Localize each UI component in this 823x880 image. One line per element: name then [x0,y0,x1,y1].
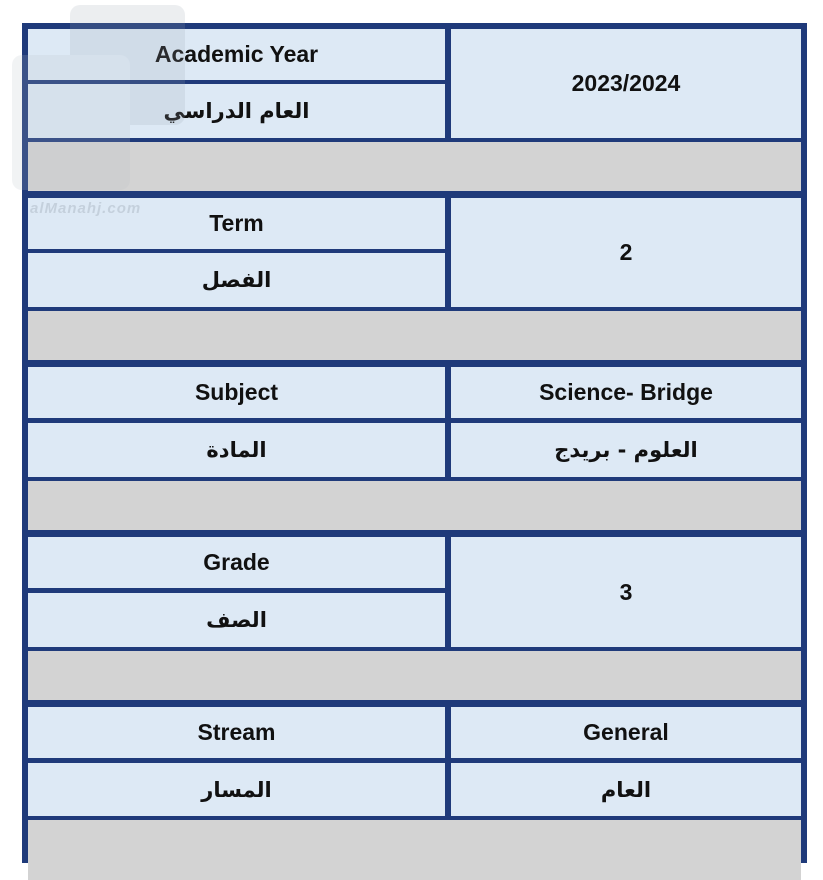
info-table [22,23,807,863]
separator-row [28,481,801,530]
separator-row [28,311,801,360]
academic-year-label-ar: العام الدراسي [28,84,445,138]
term-label: Term [28,198,445,249]
subject-value-ar: العلوم - بريدج [451,423,801,477]
separator-row [28,651,801,700]
subject-label: Subject [28,367,445,418]
stream-value-ar: العام [451,763,801,816]
grade-label: Grade [28,537,445,588]
academic-year-value: 2023/2024 [451,29,801,138]
grade-value: 3 [451,537,801,647]
term-value: 2 [451,198,801,307]
subject-label-ar: المادة [28,423,445,477]
term-label-ar: الفصل [28,253,445,307]
separator-row [28,142,801,191]
stream-label: Stream [28,707,445,758]
stream-label-ar: المسار [28,763,445,816]
academic-year-label: Academic Year [28,29,445,80]
separator-row [28,820,801,880]
subject-value: Science- Bridge [451,367,801,418]
stream-value: General [451,707,801,758]
grade-label-ar: الصف [28,593,445,647]
